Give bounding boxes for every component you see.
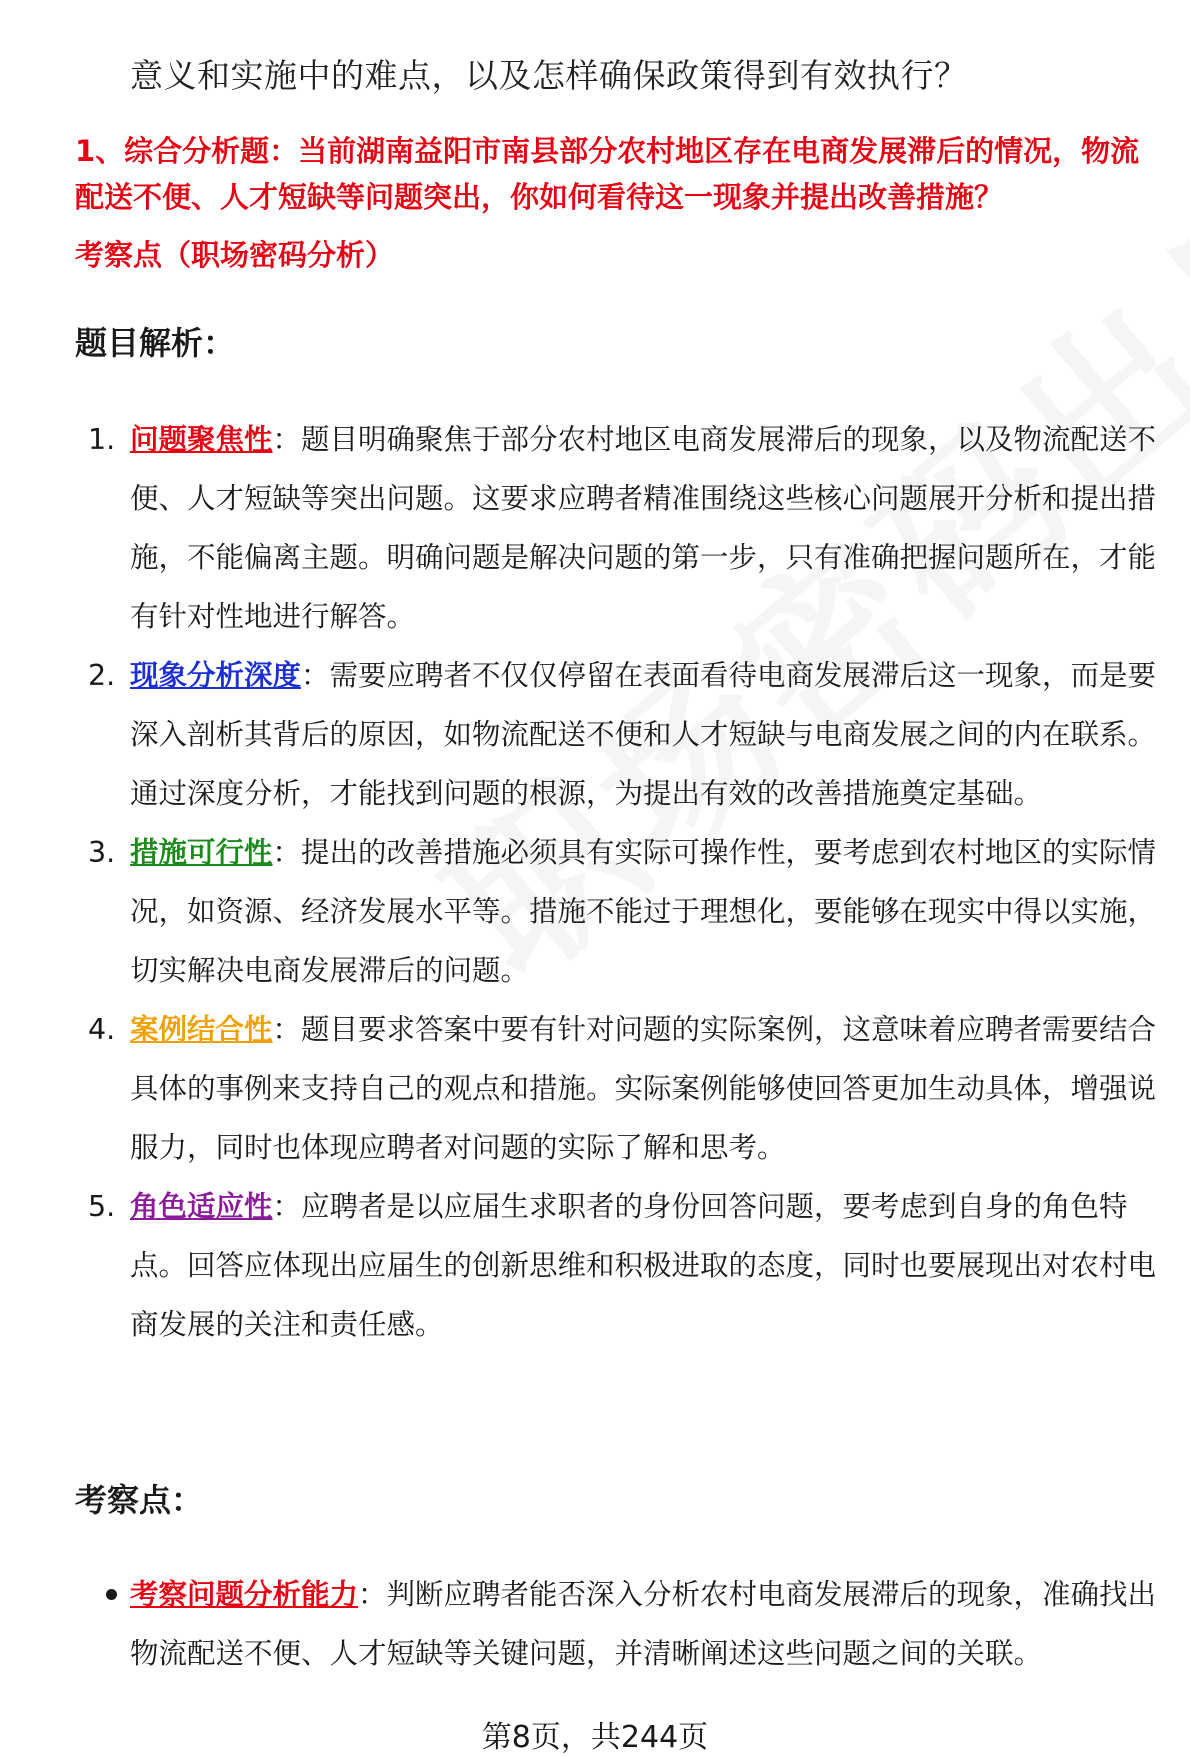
analysis-list [88,410,1158,1354]
item-number: 5. [88,1190,116,1223]
kaochadian-link[interactable]: 考察点（职场密码分析） [75,238,395,272]
item-text: ：提出的改善措施必须具有实际可操作性，要考虑到农村地区的实际情况，如资源、经济发展水平等。措施不能过于理想化，要能够在现实中得以实施，切实解决电商发展滞后的问题。 [130,836,1157,987]
item-text: ：题目明确聚焦于部分农村地区电商发展滞后的现象，以及物流配送不便、人才短缺等突出问题。这要求应聘者精准围绕这些核心问题展开分析和提出措施，不能偏离主题。明确问题是解决问题的第一步，只有准确把握问题所在，才能有针对性地进行解答。 [130,423,1157,633]
list-item [88,410,1158,646]
kaochadian-title: 考察点： [75,1481,204,1519]
list-item [88,646,1158,823]
item-number: 1. [88,423,116,456]
item-number: 4. [88,1013,116,1046]
item-keyword: 案例结合性 [130,1013,273,1046]
item-text: ：应聘者是以应届生求职者的身份回答问题，要考虑到自身的角色特点。回答应体现出应届生的创新思维和积极进取的态度，同时也要展现出对农村电商发展的关注和责任感。 [130,1190,1157,1341]
list-item [88,1000,1158,1177]
analysis-title: 题目解析： [75,324,236,362]
page-number: 第8页，共244页 [481,1720,709,1755]
question-text: 1、综合分析题：当前湖南益阳市南县部分农村地区存在电商发展滞后的情况，物流配送不便、人才短缺等问题突出，你如何看待这一现象并提出改善措施？ [75,134,1140,214]
kaochadian-list [88,1565,1158,1683]
item-keyword: 措施可行性 [130,836,273,869]
list-item [88,1177,1158,1354]
bullet-dot-icon [106,1589,117,1600]
continuation-text: 意义和实施中的难点，以及怎样确保政策得到有效执行？ [130,56,968,95]
item-keyword: 角色适应性 [130,1190,273,1223]
list-item [88,823,1158,1000]
item-text: ：题目要求答案中要有针对问题的实际案例，这意味着应聘者需要结合具体的事例来支持自己的观点和措施。实际案例能够使回答更加生动具体，增强说服力，同时也体现应聘者对问题的实际了解和思考。 [130,1013,1157,1164]
item-number: 3. [88,836,116,869]
item-keyword: 问题聚焦性 [130,423,273,456]
item-number: 2. [88,659,116,692]
item-keyword: 现象分析深度 [130,659,302,692]
item-text: ：判断应聘者能否深入分析农村电商发展滞后的现象，准确找出物流配送不便、人才短缺等关键问题，并清晰阐述这些问题之间的关联。 [130,1578,1157,1670]
list-item [88,1565,1158,1683]
item-keyword: 考察问题分析能力 [130,1578,359,1611]
item-text: ：需要应聘者不仅仅停留在表面看待电商发展滞后这一现象，而是要深入剖析其背后的原因，如物流配送不便和人才短缺与电商发展之间的内在联系。通过深度分析，才能找到问题的根源，为提出有效的改善措施奠定基础。 [130,659,1157,810]
